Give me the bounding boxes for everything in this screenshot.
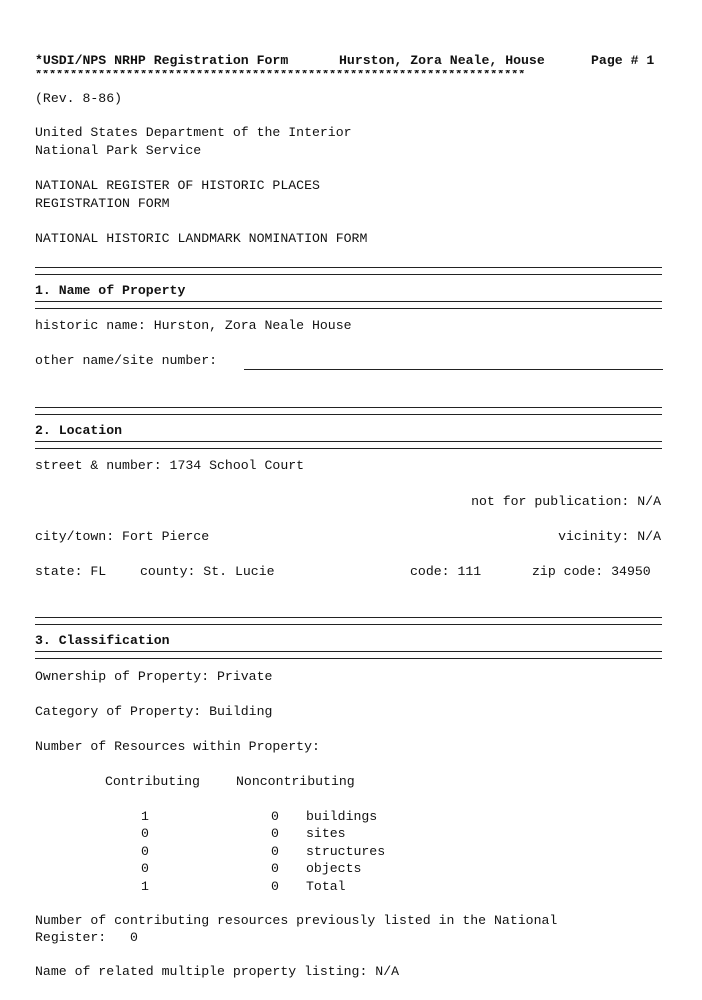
section-divider <box>35 407 662 415</box>
section-divider <box>35 651 662 659</box>
code: code: 111 <box>410 564 482 579</box>
department: United States Department of the Interior <box>35 125 352 140</box>
resource-type: objects <box>306 861 362 876</box>
resource-type: sites <box>306 826 346 841</box>
noncontributing-count: 0 <box>271 844 279 859</box>
section-1-title: 1. Name of Property <box>35 283 186 298</box>
property-header: Hurston, Zora Neale, House <box>339 53 545 68</box>
register-title: NATIONAL REGISTER OF HISTORIC PLACES <box>35 178 320 193</box>
number-of-resources: Number of Resources within Property: <box>35 739 320 754</box>
other-name-blank <box>244 369 663 370</box>
section-divider <box>35 617 662 625</box>
related-listing: Name of related multiple property listing: N/A <box>35 964 400 979</box>
page-number: Page # 1 <box>591 53 655 68</box>
form-name: *USDI/NPS NRHP Registration Form <box>35 53 289 68</box>
contributing-count: 1 <box>141 809 149 824</box>
resource-type: buildings <box>306 809 378 824</box>
street-number: street & number: 1734 School Court <box>35 458 305 473</box>
contributing-count: 0 <box>141 861 149 876</box>
zip-code: zip code: 34950 <box>532 564 651 579</box>
contributing-count: 0 <box>141 826 149 841</box>
col-contributing: Contributing <box>105 774 200 789</box>
category: Category of Property: Building <box>35 704 273 719</box>
resource-type: Total <box>306 879 346 894</box>
previously-listed: Number of contributing resources previously listed in the National <box>35 913 558 928</box>
not-for-publication: not for publication: N/A <box>471 494 661 509</box>
city-town: city/town: Fort Pierce <box>35 529 210 544</box>
previously-listed-count: Register: 0 <box>35 930 138 945</box>
vicinity: vicinity: N/A <box>558 529 661 544</box>
contributing-count: 0 <box>141 844 149 859</box>
service: National Park Service <box>35 143 202 158</box>
noncontributing-count: 0 <box>271 826 279 841</box>
asterisk-divider: ********************************************************************** <box>35 70 526 78</box>
ownership: Ownership of Property: Private <box>35 669 273 684</box>
register-subtitle: REGISTRATION FORM <box>35 196 170 211</box>
col-noncontributing: Noncontributing <box>236 774 355 789</box>
section-3-title: 3. Classification <box>35 633 170 648</box>
county: county: St. Lucie <box>140 564 275 579</box>
historic-name: historic name: Hurston, Zora Neale House <box>35 318 352 333</box>
section-divider <box>35 301 662 309</box>
section-divider <box>35 267 662 275</box>
noncontributing-count: 0 <box>271 809 279 824</box>
noncontributing-count: 0 <box>271 861 279 876</box>
contributing-count: 1 <box>141 879 149 894</box>
section-2-title: 2. Location <box>35 423 123 438</box>
revision: (Rev. 8-86) <box>35 91 123 106</box>
resource-type: structures <box>306 844 386 859</box>
state: state: FL <box>35 564 107 579</box>
noncontributing-count: 0 <box>271 879 279 894</box>
section-divider <box>35 441 662 449</box>
other-name-label: other name/site number: <box>35 353 218 368</box>
landmark-title: NATIONAL HISTORIC LANDMARK NOMINATION FORM <box>35 231 368 246</box>
